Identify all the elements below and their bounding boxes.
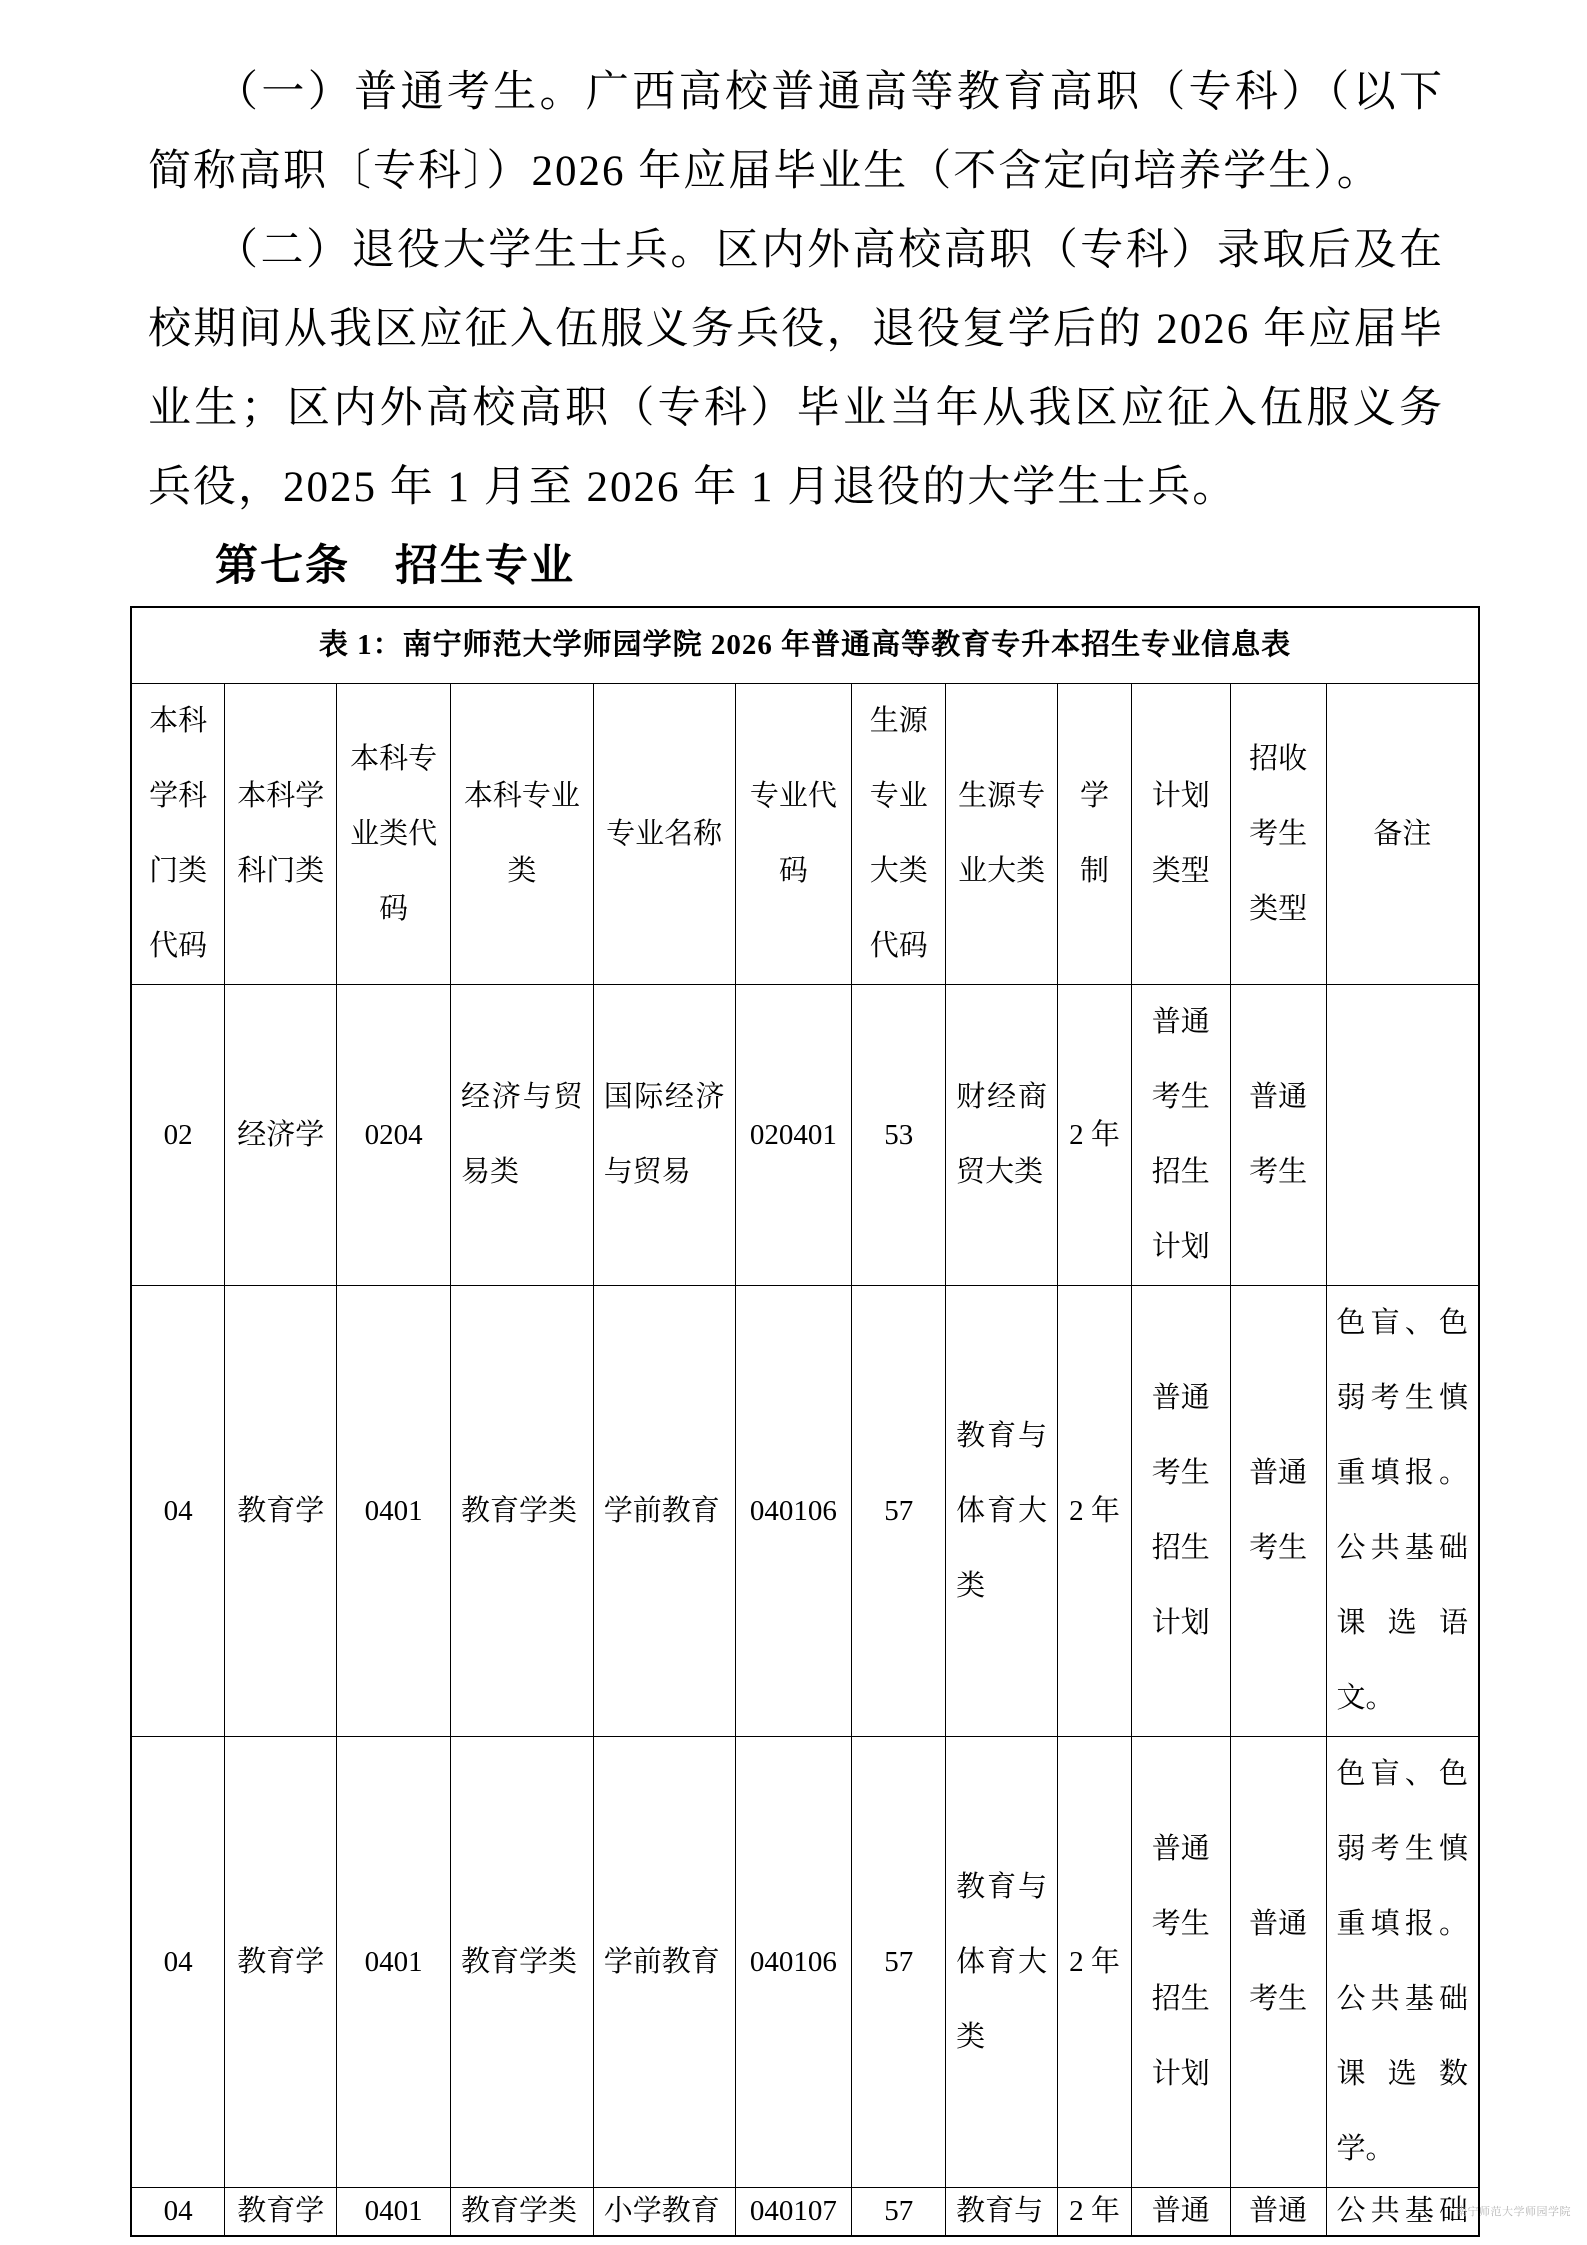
section-heading: 第七条 招生专业 <box>215 543 575 590</box>
table-cell: 0401 <box>337 1737 451 2188</box>
table-cell: 0401 <box>337 1286 451 1737</box>
table-cell: 教育与体育大类 <box>946 1737 1058 2188</box>
table-cell: 0204 <box>337 985 451 1286</box>
table-cell: 教育学类 <box>450 1286 593 1737</box>
table-cell: 经济与贸易类 <box>450 985 593 1286</box>
table-cell: 普通考生 <box>1230 1286 1326 1737</box>
table-cell: 2 年 <box>1058 1286 1132 1737</box>
table-cell: 57 <box>852 1286 946 1737</box>
table-cell: 学前教育 <box>593 1737 735 2188</box>
table-cell: 普通 <box>1131 2188 1230 2236</box>
table-cell: 57 <box>852 1737 946 2188</box>
header-cell: 本科专业类代码 <box>337 684 451 985</box>
table-cell: 53 <box>852 985 946 1286</box>
table-cell: 色盲、色弱考生慎重填报。公共基础课选数学。 <box>1326 1737 1479 2188</box>
table-cell: 教育与 <box>946 2188 1058 2236</box>
table-cell: 普通考生招生计划 <box>1131 985 1230 1286</box>
table-cell: 0401 <box>337 2188 451 2236</box>
header-cell: 生源专业大类 <box>946 684 1058 985</box>
table-cell: 教育与体育大类 <box>946 1286 1058 1737</box>
table-cell: 2 年 <box>1058 1737 1132 2188</box>
table-cell: 04 <box>131 2188 225 2236</box>
header-cell: 本科专业类 <box>450 684 593 985</box>
table-cell: 教育学类 <box>450 1737 593 2188</box>
header-cell: 专业名称 <box>593 684 735 985</box>
table-cell: 02 <box>131 985 225 1286</box>
admissions-table <box>130 606 1480 2237</box>
header-cell: 专业代码 <box>735 684 852 985</box>
table-cell: 04 <box>131 1286 225 1737</box>
table-cell <box>1326 985 1479 1286</box>
table-cell: 国际经济与贸易 <box>593 985 735 1286</box>
table-row <box>131 2188 1479 2236</box>
table-cell: 普通考生招生计划 <box>1131 1737 1230 2188</box>
table-cell: 经济学 <box>225 985 337 1286</box>
table-header-row <box>131 684 1479 985</box>
table-cell: 040106 <box>735 1737 852 2188</box>
table-cell: 2 年 <box>1058 985 1132 1286</box>
header-cell: 计划类型 <box>1131 684 1230 985</box>
paragraph-ordinary-candidates: （一）普通考生。广西高校普通高等教育高职（专科）（以下简称高职〔专科〕）2026 年应届毕业生（不含定向培养学生）。 <box>148 69 1444 195</box>
table-cell: 财经商贸大类 <box>946 985 1058 1286</box>
paragraph-veteran-candidates: （二）退役大学生士兵。区内外高校高职（专科）录取后及在校期间从我区应征入伍服义务兵役，退役复学后的 2026 年应届毕业生；区内外高校高职（专科）毕业当年从我区应征入伍服义务兵役，2025 年 1 月至 2026 年 1 月退役的大学生士兵。 <box>148 227 1444 511</box>
table-cell: 普通考生 <box>1230 985 1326 1286</box>
table-cell: 04 <box>131 1737 225 2188</box>
table-cell: 2 年 <box>1058 2188 1132 2236</box>
table-cell: 040107 <box>735 2188 852 2236</box>
table-cell: 普通考生 <box>1230 1737 1326 2188</box>
table-cell: 57 <box>852 2188 946 2236</box>
table-cell: 020401 <box>735 985 852 1286</box>
watermark: 南宁师范大学师园学院 <box>1456 2206 1571 2218</box>
header-cell: 本科学科门类 <box>225 684 337 985</box>
table-cell: 教育学 <box>225 1737 337 2188</box>
table-cell: 公共基础 <box>1326 2188 1479 2236</box>
header-cell: 本科学科门类代码 <box>131 684 225 985</box>
table-row <box>131 985 1479 1286</box>
table-cell: 小学教育 <box>593 2188 735 2236</box>
table-cell: 学前教育 <box>593 1286 735 1737</box>
header-cell: 生源专业大类代码 <box>852 684 946 985</box>
table-title-row <box>131 607 1479 684</box>
table-title: 表 1：南宁师范大学师园学院 2026 年普通高等教育专升本招生专业信息表 <box>131 607 1479 684</box>
table-cell: 教育学类 <box>450 2188 593 2236</box>
table-cell: 教育学 <box>225 1286 337 1737</box>
table-cell: 普通 <box>1230 2188 1326 2236</box>
header-cell: 招收考生类型 <box>1230 684 1326 985</box>
table-cell: 色盲、色弱考生慎重填报。公共基础课选语文。 <box>1326 1286 1479 1737</box>
header-cell: 学制 <box>1058 684 1132 985</box>
table-cell: 教育学 <box>225 2188 337 2236</box>
header-cell: 备注 <box>1326 684 1479 985</box>
table-row <box>131 1286 1479 1737</box>
table-cell: 普通考生招生计划 <box>1131 1286 1230 1737</box>
table-row <box>131 1737 1479 2188</box>
table-cell: 040106 <box>735 1286 852 1737</box>
